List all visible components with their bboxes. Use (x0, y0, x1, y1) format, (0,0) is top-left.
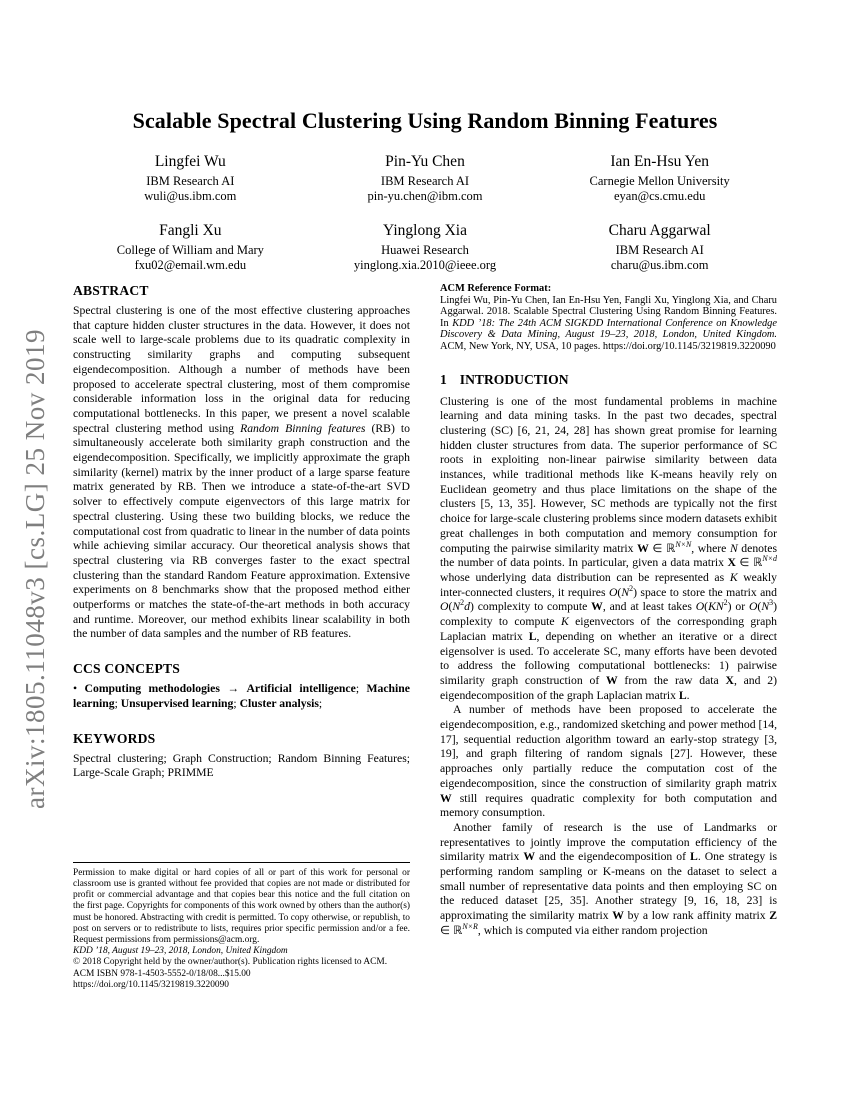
author-block (73, 153, 308, 203)
section-title: INTRODUCTION (459, 371, 569, 387)
author-block (308, 222, 543, 272)
conference-line: KDD ’18, August 19–23, 2018, London, United Kingdom (73, 946, 288, 957)
author-name: Lingfei Wu (154, 153, 226, 170)
paper-header (73, 108, 777, 272)
ccs-concepts-text: • Computing methodologies → Artificial intelligence; Machine learning; Unsupervised learning; Cluster analysis; (73, 682, 410, 710)
right-column (440, 283, 777, 991)
abstract-heading: ABSTRACT (73, 283, 149, 298)
acm-reference-section (440, 283, 777, 353)
author-block (542, 222, 777, 272)
acm-reference-text: Lingfei Wu, Pin-Yu Chen, Ian En-Hsu Yen, Fangli Xu, Yinglong Xia, and Charu Aggarwal. 2018. Scalable Spectral Clustering Using Random Binning Features. In KDD ’18: The 24th ACM SIGKDD International Conference on Knowledge Discovery & Data Mining, August 19–23, 2018, London, United Kingdom. ACM, New York, NY, USA, 10 pages. https://doi.org/10.1145/3219819.3220090 (440, 294, 777, 352)
author-affiliation: IBM Research AI (380, 174, 470, 188)
abstract-section (73, 283, 410, 642)
author-name: Charu Aggarwal (608, 222, 711, 239)
author-name: Pin-Yu Chen (385, 153, 465, 170)
copyright-line: © 2018 Copyright held by the owner/author(s). Publication rights licensed to ACM. (73, 957, 388, 968)
intro-paragraph-1: Clustering is one of the most fundamental problems in machine learning and data mining tasks. In the past two decades, spectral clustering (SC) [6, 21, 24, 28] has shown great promise for learning hidden cluster structures from data. The superior performance of SC roots in exploiting non-linear pairwise similarity between data instances, while traditional methods like K-means heavily rely on Euclidean geometry and thus place limitations on the shape of the clusters [5, 13, 35]. However, SC methods are typically not the first choice for large-scale clustering problems since modern datasets exhibit great challenges in both computation and memory consumption for computing the pairwise similarity matrix W ∈ ℝ$^{N\times N}$, where N denotes the number of data points. In particular, given a data matrix X ∈ ℝ$^{N\times d}$ whose underlying data distribution can be represented as K weakly inter-connected clusters, it requires $O(N^2)$ space to store the matrix and $O(N^2d)$ complexity to compute W, and at least takes $O(KN^2)$ or $O(N^3)$ complexity to compute K eigenvectors of the corresponding graph Laplacian matrix L, depending on whether an iterative or a direct eigensolver is used. To accelerate SC, many efforts have been devoted to address the following computational bottlenecks: 1) pairwise similarity graph construction of W from the raw data X, and 2) eigendecomposition of the graph Laplacian matrix L. (440, 394, 777, 702)
abstract-text: Spectral clustering is one of the most effective clustering approaches that capture hidden cluster structures in the data. However, it does not scale well to large-scale problems due to its quadratic complexity in constructing similarity graphs and computing subsequent eigendecomposition. Although a number of methods have been proposed to accelerate spectral clustering, most of them compromise considerable information loss in the original data for reducing computational bottlenecks. In this paper, we present a novel scalable spectral clustering method using Random Binning features (RB) to simultaneously accelerate both similarity graph construction and the eigendecomposition. Specifically, we implicitly approximate the graph similarity (kernel) matrix by the inner product of a large sparse feature matrix generated by RB. Then we introduce a state-of-the-art SVD solver to effectively compute eigenvectors of this large matrix for spectral clustering. Using these two building blocks, we reduce the computational cost from quadratic to linear in the number of data points while achieving similar accuracy. Our theoretical analysis shows that spectral clustering via RB converges faster to the exact spectral clustering than the standard Random Feature approximation. Extensive experiments on 8 benchmarks show that the proposed method either outperforms or matches the state-of-the-art methods in both accuracy and runtime. Moreover, our method exhibits linear scalability in both the number of data samples and the number of RB features. (73, 304, 410, 641)
author-block (308, 153, 543, 203)
keywords-text: Spectral clustering; Graph Construction; Random Binning Features; Large-Scale Graph; PRIMME (73, 751, 410, 780)
left-column-spacer (73, 781, 410, 862)
paper-title: Scalable Spectral Clustering Using Random Binning Features (132, 108, 718, 133)
author-email: charu@us.ibm.com (610, 257, 709, 272)
introduction-heading (440, 372, 777, 388)
isbn-line: ACM ISBN 978-1-4503-5552-0/18/08...$15.00 (73, 968, 251, 979)
intro-paragraph-2: A number of methods have been proposed to accelerate the eigendecomposition, e.g., randomized sketching and power method [14, 17], sequential reduction algorithm toward an early-stop strategy [3, 19], and graph filtering of random signals [27]. However, these approaches only partially reduce the computation cost of the eigendecomposition, since the construction of similarity graph matrix W still requires quadratic complexity for both computation and memory consumption. (440, 703, 777, 820)
author-email: eyan@cs.cmu.edu (613, 188, 706, 203)
author-name: Ian En-Hsu Yen (610, 153, 709, 170)
copyright-footnote (73, 862, 410, 991)
author-grid (73, 153, 777, 272)
permission-text: Permission to make digital or hard copies of all or part of this work for personal or classroom use is granted without fee provided that copies are not made or distributed for profit or commercial advantage and that copies bear this notice and the full citation on the first page. Copyrights for components of this work owned by others than the author(s) must be honored. Abstracting with credit is permitted. To copy otherwise, or republish, to post on servers or to redistribute to lists, requires prior specific permission and/or a fee. Request permissions from permissions@acm.org. (73, 867, 410, 945)
author-email: fxu02@email.wm.edu (134, 257, 247, 272)
author-affiliation: IBM Research AI (146, 174, 235, 188)
keywords-heading: KEYWORDS (73, 730, 156, 746)
keywords-section (73, 731, 410, 781)
author-email: pin-yu.chen@ibm.com (367, 188, 483, 203)
author-affiliation: College of William and Mary (116, 243, 264, 257)
author-affiliation: Huawei Research (381, 243, 469, 257)
author-affiliation: Carnegie Mellon University (589, 174, 730, 188)
intro-paragraph-3: Another family of research is the use of Landmarks or representatives to jointly improve the computation efficiency of the similarity matrix W and the eigendecomposition of L. One strategy is performing random sampling or K-means on the dataset to select a small number of representative data points and then employing SC on the reduced dataset [25, 35]. Another strategy [9, 16, 18, 23] is approximating the similarity matrix W by a low rank affinity matrix Z ∈ ℝ$^{N\times R}$, which is computed via either random projection (440, 820, 777, 937)
doi-link[interactable]: https://doi.org/10.1145/3219819.3220090 (73, 979, 229, 990)
arxiv-watermark: arXiv:1805.11048v3 [cs.LG] 25 Nov 2019 (20, 329, 50, 809)
author-email: wuli@us.ibm.com (144, 188, 237, 203)
author-name: Yinglong Xia (383, 222, 467, 239)
left-column (73, 283, 410, 991)
footnote-rule (73, 862, 410, 863)
author-block (542, 153, 777, 203)
author-email: yinglong.xia.2010@ieee.org (353, 257, 497, 272)
section-number: 1 (440, 371, 447, 387)
author-affiliation: IBM Research AI (615, 243, 704, 257)
acm-reference-heading: ACM Reference Format: (440, 283, 552, 294)
author-name: Fangli Xu (159, 222, 222, 239)
author-block (73, 222, 308, 272)
two-column-body (73, 283, 777, 991)
ccs-concepts-section (73, 661, 410, 711)
ccs-concepts-heading: CCS CONCEPTS (73, 661, 181, 677)
